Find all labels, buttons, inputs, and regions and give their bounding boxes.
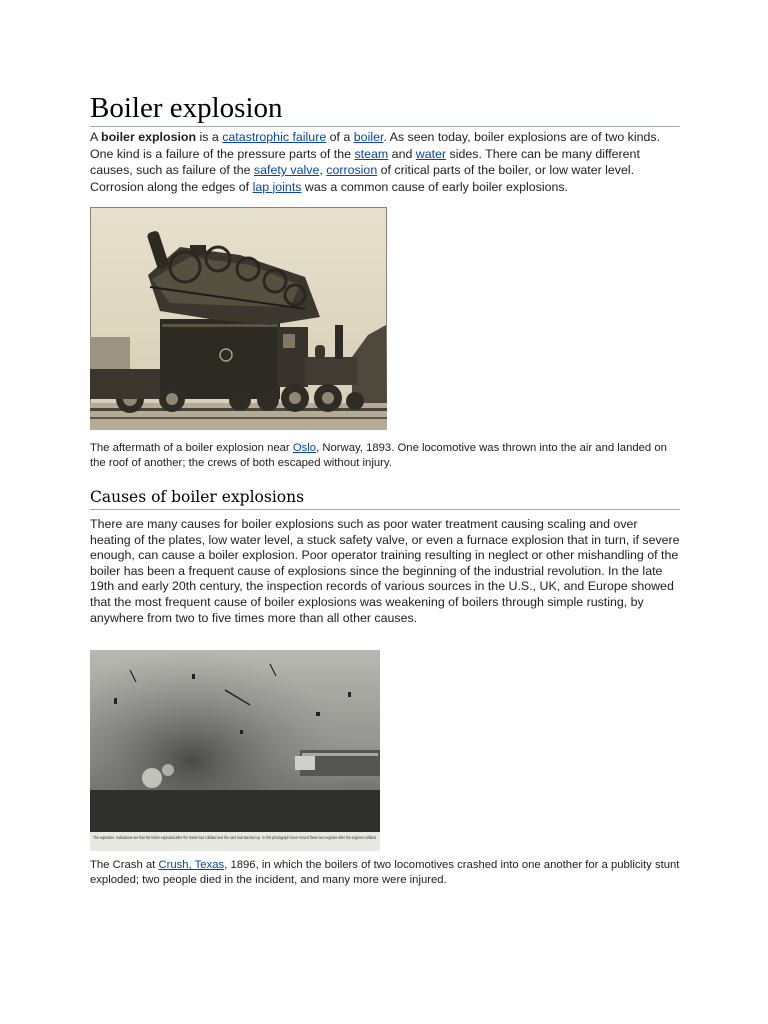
intro-text-4: . As seen today, boiler explosions are of two kinds. One kind is a failure of the pressure parts of the (90, 130, 661, 161)
crush-photo-image (90, 650, 380, 851)
intro-bold-term: boiler explosion (101, 130, 197, 144)
intro-text-1: A (90, 130, 102, 144)
intro-text-6: sides. There can be many different causes, such as failure of the (90, 146, 640, 177)
intro-paragraph (90, 129, 680, 195)
figure2-caption-text-1: The Crash at (90, 859, 159, 871)
section-heading: Causes of boiler explosions (90, 488, 305, 506)
figure1-caption (90, 441, 680, 472)
link-oslo[interactable]: Oslo (292, 442, 317, 454)
intro-text-3: of a (326, 130, 354, 144)
intro-text-5: and (388, 146, 416, 161)
figure2-caption (90, 858, 680, 889)
title-divider (90, 126, 680, 127)
intro-text-9: was a common cause of early boiler explosions. (301, 179, 568, 194)
intro-text-8: of critical parts of the boiler, or low water level. Corrosion along the edges of (90, 163, 635, 194)
link-crush-texas[interactable]: Crush, Texas (158, 859, 225, 871)
intro-text-7: , (319, 163, 327, 177)
figure-crush-texas-photo[interactable] (90, 650, 380, 851)
figure1-caption-text-1: The aftermath of a boiler explosion near (90, 442, 293, 454)
photo-caption-text: The explosion. Indications are that the boiler exploded after the trains had collided and the cars had stacked up. In this photograph have moved these two engines after the engines collided. (93, 835, 377, 840)
intro-text-2: is a (196, 130, 223, 144)
section-divider (90, 509, 680, 510)
link-catastrophic-failure[interactable]: catastrophic failure (222, 130, 327, 144)
figure2-caption-text-2: , 1896, in which the boilers of two locomotives crashed into one another for a publicity stunt exploded; two people died in the incident, and many more were injured. (90, 859, 680, 887)
link-boiler[interactable]: boiler (353, 130, 384, 144)
link-steam[interactable]: steam (354, 146, 389, 161)
figure-locomotive-photo[interactable] (90, 207, 387, 430)
link-corrosion[interactable]: corrosion (326, 163, 378, 177)
locomotive-photo-image (90, 207, 387, 430)
figure1-caption-text-2: , Norway, 1893. One locomotive was thrown into the air and landed on the roof of another; the crews of both escaped without injury. (90, 442, 667, 470)
page-title: Boiler explosion (90, 92, 283, 124)
link-water[interactable]: water (415, 146, 447, 161)
link-lap-joints[interactable]: lap joints (252, 179, 302, 194)
causes-paragraph: There are many causes for boiler explosions such as poor water treatment causing scaling and over heating of the plates, low water level, a stuck safety valve, or even a furnace explosion that in turn, if severe enough, can cause a boiler explosion. Poor operator training resulting in neglect or other mishandling of the boiler has been a frequent cause of explosions since the beginning of the industrial revolution. In the late 19th and early 20th century, the inspection records of various sources in the U.S., UK, and Europe showed that the most frequent cause of boiler explosions was weakening of boilers through simple rusting, by anywhere from two to five times more than all other causes. (90, 517, 680, 625)
link-safety-valve[interactable]: safety valve (253, 163, 320, 177)
